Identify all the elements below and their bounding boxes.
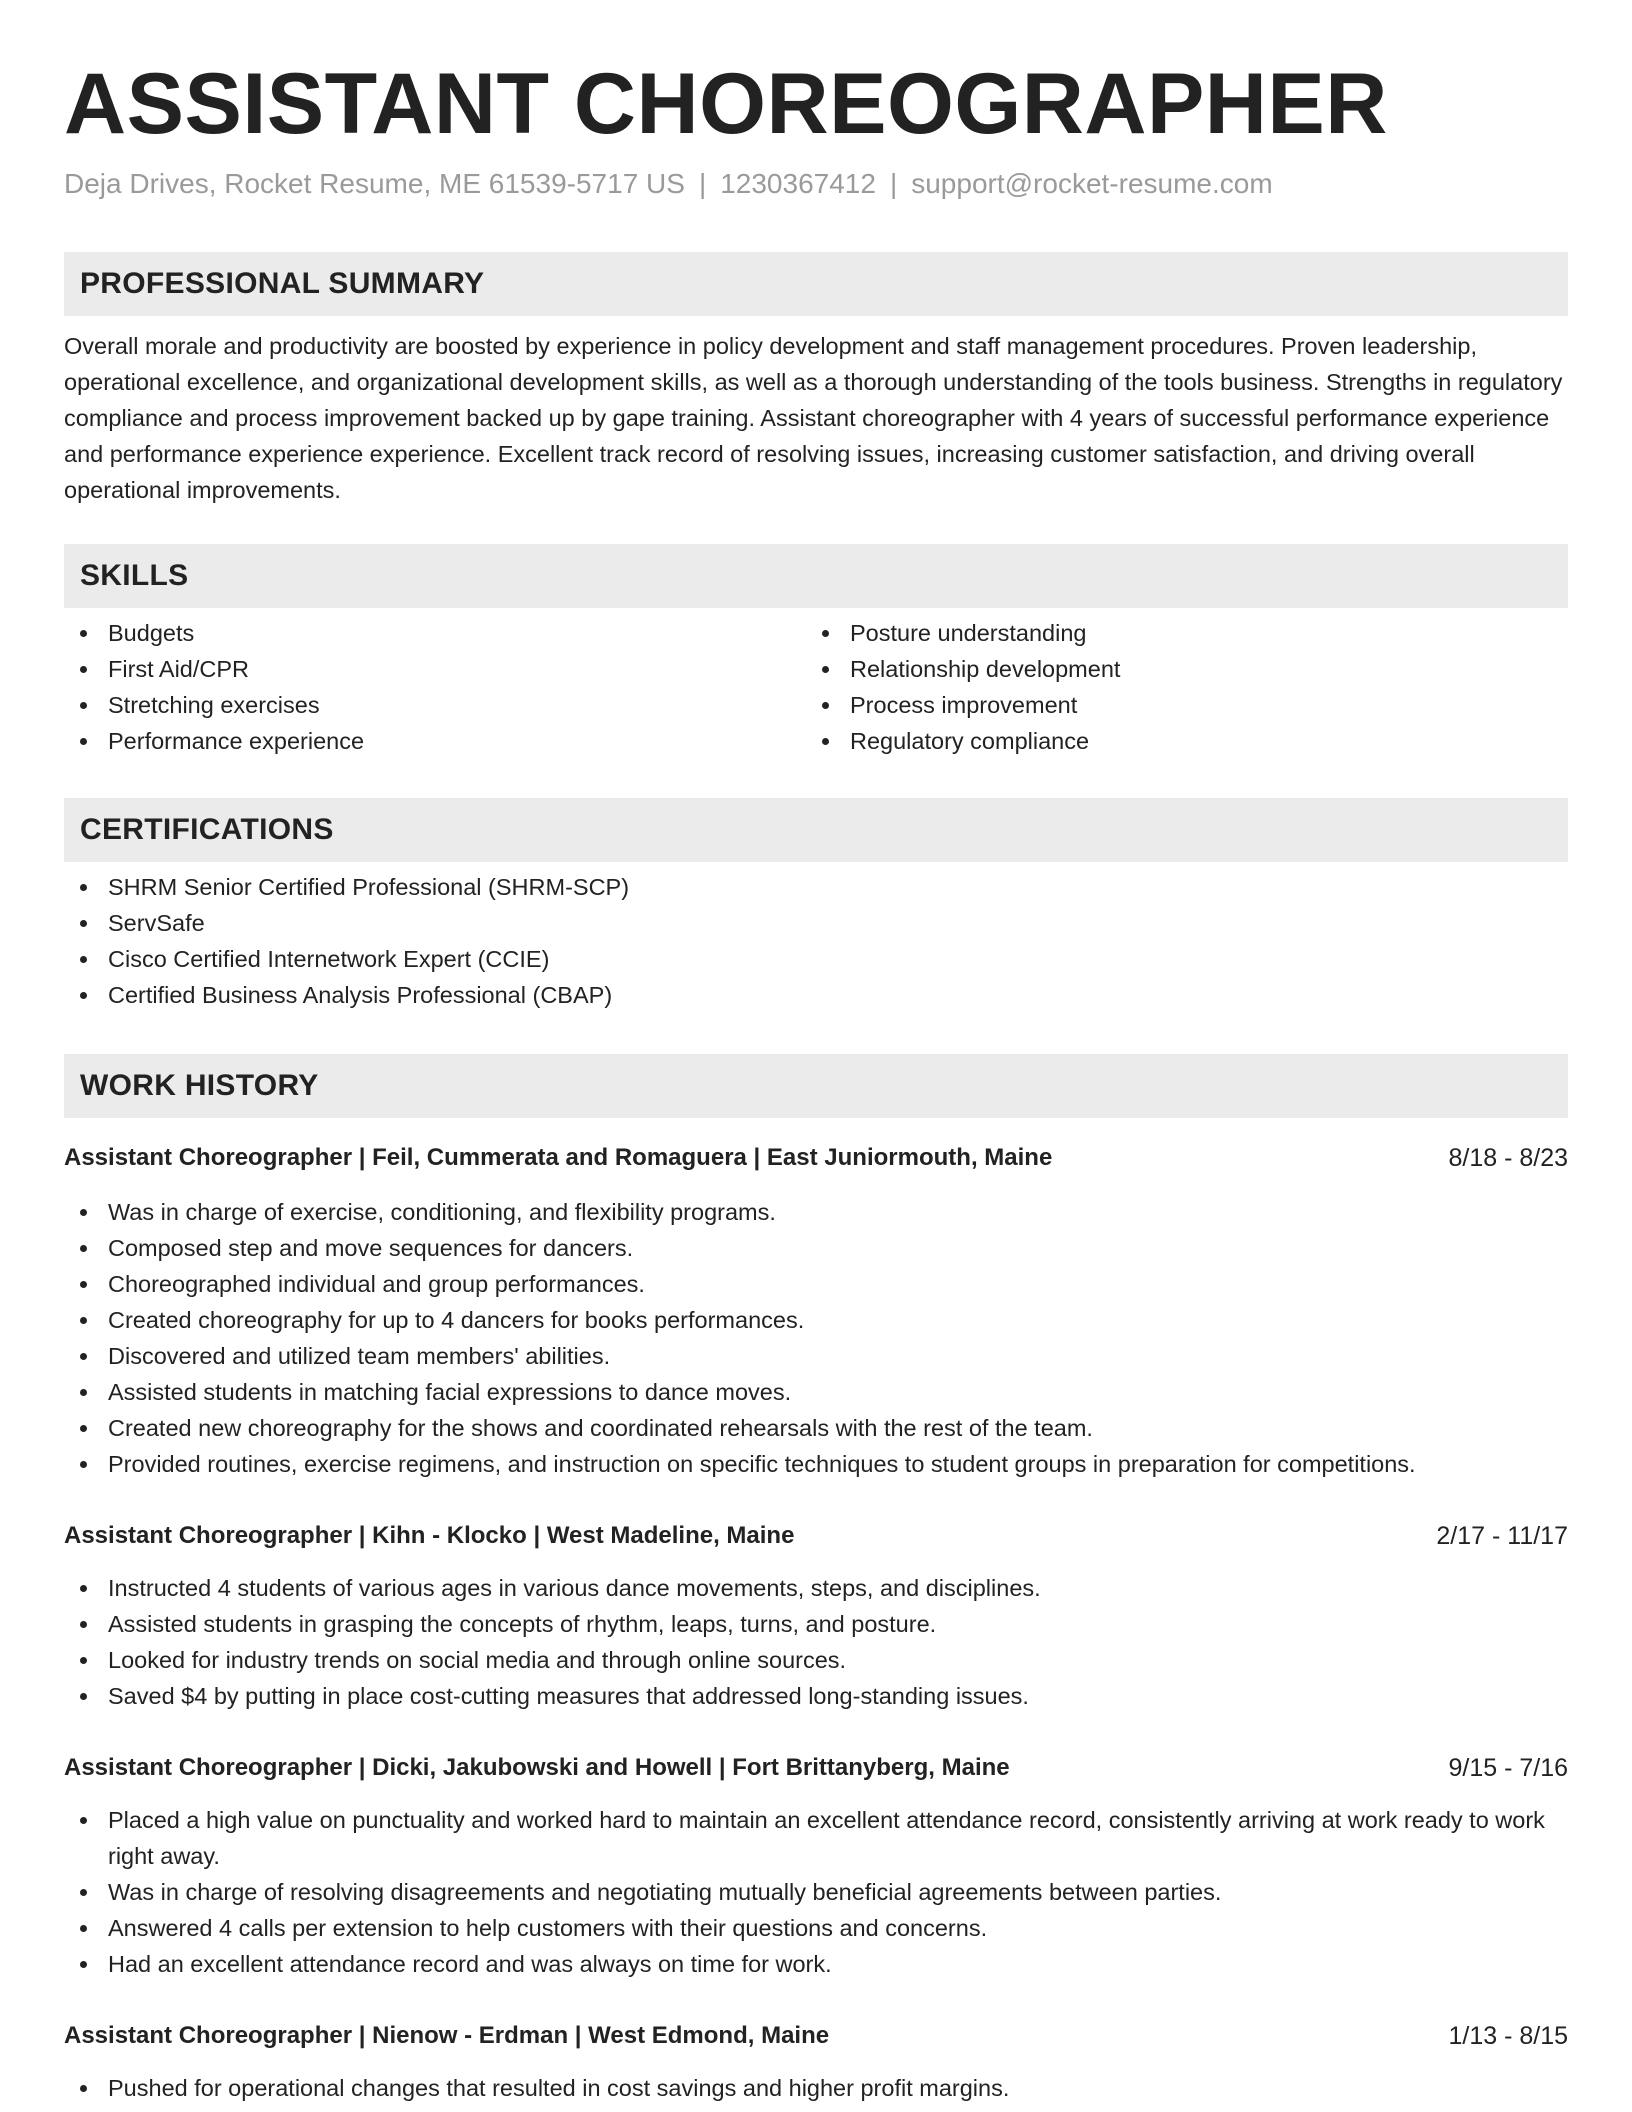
skill-item: Relationship development: [806, 651, 1548, 687]
summary-text: Overall morale and productivity are boosted by experience in policy development and staff management procedures. Proven leadership, operational excellence, and organizational development skills, as well as a thorough understanding of the tools business. Strengths in regulatory compliance and process improvement backed up by gape training. Assistant choreographer with 4 years of successful performance experience and performance experience experience. Excellent track record of resolving issues, increasing customer satisfaction, and driving overall operational improvements.: [64, 333, 1563, 503]
job-header: [64, 1140, 1568, 1176]
skill-item: Regulatory compliance: [806, 723, 1548, 759]
skill-item: Process improvement: [806, 687, 1548, 723]
certification-item: ServSafe: [64, 905, 1568, 941]
skill-item: Posture understanding: [806, 615, 1548, 651]
job-duties: [64, 1194, 1568, 1482]
job-title: Assistant Choreographer | Kihn - Klocko | West Madeline, Maine: [64, 1522, 795, 1549]
work-history-section: [64, 1054, 1568, 1118]
job-duty: Had an excellent attendance record and was always on time for work.: [64, 1946, 1568, 1982]
job-header: [64, 1518, 1568, 1554]
job-dates: 1/13 - 8/15: [1448, 2022, 1568, 2050]
certifications-section: [64, 798, 1568, 1013]
job-duty: Created new choreography for the shows and coordinated rehearsals with the rest of the team.: [64, 1410, 1568, 1446]
contact-address: Deja Drives, Rocket Resume, ME 61539-5717 US: [64, 168, 685, 199]
skills-section: [64, 544, 1568, 759]
job-duty: Was in charge of exercise, conditioning, and flexibility programs.: [64, 1194, 1568, 1230]
skill-item: First Aid/CPR: [64, 651, 806, 687]
summary-heading: PROFESSIONAL SUMMARY: [64, 252, 1568, 316]
job-header: [64, 2018, 1568, 2054]
contact-line: [64, 166, 1273, 202]
job-duty: Choreographed individual and group performances.: [64, 1266, 1568, 1302]
candidate-name: ASSISTANT CHOREOGRAPHER: [64, 56, 1388, 152]
skill-item: Stretching exercises: [64, 687, 806, 723]
job-dates: 8/18 - 8/23: [1448, 1144, 1568, 1172]
job-entry: [64, 2018, 1568, 2106]
job-duty: Saved $4 by putting in place cost-cutting measures that addressed long-standing issues.: [64, 1678, 1568, 1714]
job-title: Assistant Choreographer | Feil, Cummerata and Romaguera | East Juniormouth, Maine: [64, 1144, 1053, 1171]
job-duty: Created choreography for up to 4 dancers for books performances.: [64, 1302, 1568, 1338]
skills-heading: SKILLS: [64, 544, 1568, 608]
skill-item: Performance experience: [64, 723, 806, 759]
job-dates: 2/17 - 11/17: [1436, 1522, 1568, 1550]
job-duty: Looked for industry trends on social media and through online sources.: [64, 1642, 1568, 1678]
job-duty: Was in charge of resolving disagreements and negotiating mutually beneficial agreements between parties.: [64, 1874, 1568, 1910]
job-duty: Assisted students in matching facial expressions to dance moves.: [64, 1374, 1568, 1410]
job-duty: Composed step and move sequences for dancers.: [64, 1230, 1568, 1266]
certification-item: SHRM Senior Certified Professional (SHRM-SCP): [64, 869, 1568, 905]
job-duty: Assisted students in grasping the concepts of rhythm, leaps, turns, and posture.: [64, 1606, 1568, 1642]
skills-columns: [64, 615, 1568, 759]
certifications-list: [64, 869, 1568, 1013]
certification-item: Cisco Certified Internetwork Expert (CCIE): [64, 941, 1568, 977]
job-entry: [64, 1140, 1568, 1482]
summary-section: [64, 252, 1568, 508]
job-title: Assistant Choreographer | Dicki, Jakubowski and Howell | Fort Brittanyberg, Maine: [64, 1754, 1010, 1781]
contact-separator: |: [698, 168, 707, 199]
job-duty: Placed a high value on punctuality and worked hard to maintain an excellent attendance record, consistently arriving at work ready to work right away.: [64, 1802, 1568, 1874]
certification-item: Certified Business Analysis Professional (CBAP): [64, 977, 1568, 1013]
work-history-heading: WORK HISTORY: [64, 1054, 1568, 1118]
job-duty: Pushed for operational changes that resulted in cost savings and higher profit margins.: [64, 2070, 1568, 2106]
job-title: Assistant Choreographer | Nienow - Erdman | West Edmond, Maine: [64, 2022, 830, 2049]
contact-separator: |: [889, 168, 898, 199]
job-duty: Answered 4 calls per extension to help customers with their questions and concerns.: [64, 1910, 1568, 1946]
job-duty: Discovered and utilized team members' abilities.: [64, 1338, 1568, 1374]
job-duty: Instructed 4 students of various ages in various dance movements, steps, and disciplines.: [64, 1570, 1568, 1606]
job-duties: [64, 1802, 1568, 1982]
certifications-heading: CERTIFICATIONS: [64, 798, 1568, 862]
skills-list-right: [806, 615, 1548, 759]
job-header: [64, 1750, 1568, 1786]
contact-phone: 1230367412: [720, 168, 876, 199]
job-duties: [64, 2070, 1568, 2106]
job-duties: [64, 1570, 1568, 1714]
contact-email: support@rocket-resume.com: [911, 168, 1273, 199]
job-entry: [64, 1750, 1568, 1982]
skills-list-left: [64, 615, 806, 759]
skill-item: Budgets: [64, 615, 806, 651]
job-entry: [64, 1518, 1568, 1714]
job-duty: Provided routines, exercise regimens, and instruction on specific techniques to student groups in preparation for competitions.: [64, 1446, 1568, 1482]
job-dates: 9/15 - 7/16: [1448, 1754, 1568, 1782]
